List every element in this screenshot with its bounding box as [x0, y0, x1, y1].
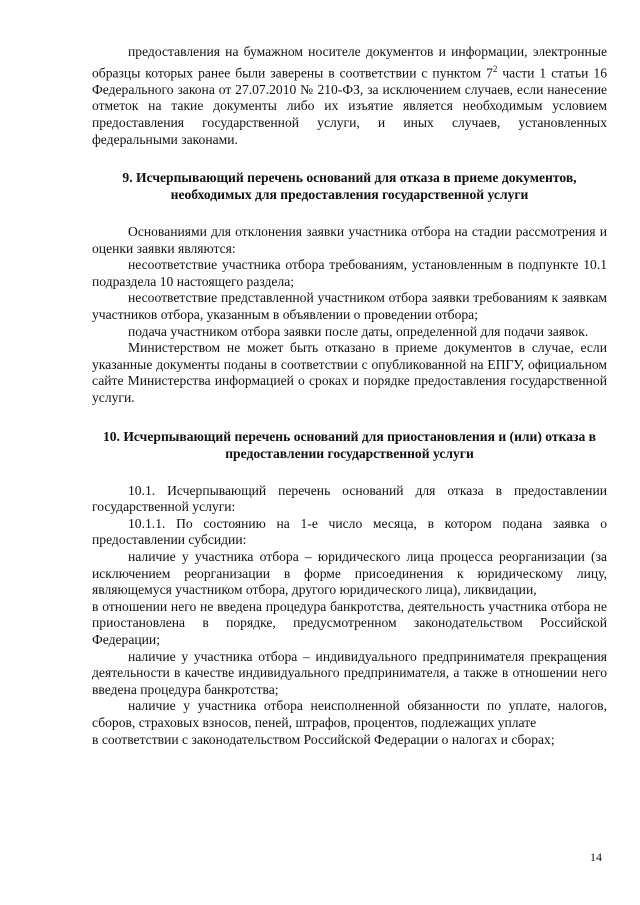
section-10-paragraph: в отношении него не введена процедура банкротства, деятельность участника отбора не приостановлена в порядке, предусмотренном законодательством Российской Федерации;: [92, 598, 607, 647]
section-9-paragraph: подача участником отбора заявки после даты, определенной для подачи заявок.: [128, 323, 589, 339]
intro-text-2: части 1 статьи 16 Федерального закона от 27.07.2010 № 210-ФЗ, за исключением случаев, если нанесение отметок на такие документы либо их изъятие является необходимым условием предоставления государственной услуги, и иных случаев, установленных федеральными законами.: [92, 65, 607, 147]
section-9-paragraph: Основаниями для отклонения заявки участника отбора на стадии рассмотрения и оценки заявки являются:: [92, 224, 607, 256]
section-10-paragraph: наличие у участника отбора – индивидуального предпринимателя прекращения деятельности в качестве индивидуального предпринимателя, а также в отношении него введена процедура банкротства;: [92, 648, 607, 697]
section-9-paragraph: несоответствие участника отбора требованиям, установленным в подпункте 10.1 подраздела 10 настоящего раздела;: [92, 257, 607, 289]
document-body: [92, 44, 607, 748]
section-9-paragraph: Министерством не может быть отказано в приеме документов в случае, если указанные документы поданы в соответствии с опубликованной на ЕПГУ, официальном сайте Министерства информацией о сроках и порядке предоставления государственной услуги.: [92, 340, 607, 406]
intro-point-number: 7: [486, 65, 493, 81]
section-10-paragraph: наличие у участника отбора – юридического лица процесса реорганизации (за исключением реорганизации в форме присоединения к юридическому лицу, являющемуся участником отбора, другого юридического лица), ликвидации,: [92, 549, 607, 598]
section-10-paragraph: 10.1.1. По состоянию на 1-е число месяца, в котором подана заявка о предоставлении субсидии:: [92, 515, 607, 548]
section-9-paragraph: несоответствие представленной участником отбора заявки требованиям к заявкам участников отбора, указанным в объявлении о проведении отбора;: [92, 290, 607, 323]
intro-superscript: 2: [492, 63, 498, 74]
section-10-heading: 10. Исчерпывающий перечень оснований для приостановления и (или) отказа в предоставлении государственной услуги: [102, 428, 597, 461]
page-number: 14: [590, 850, 602, 864]
section-10-paragraph: в соответствии с законодательством Российской Федерации о налогах и сборах;: [92, 731, 555, 747]
intro-text-1: предоставления на бумажном носителе документов и информации, электронные образцы которых ранее были заверены в соответствии с пунктом: [92, 44, 607, 81]
section-10-paragraph: наличие у участника отбора неисполненной обязанности по уплате, налогов, сборов, страховых взносов, пеней, штрафов, процентов, подлежащих уплате: [92, 698, 607, 730]
intro-paragraph: [92, 44, 607, 148]
section-10-paragraph: 10.1. Исчерпывающий перечень оснований для отказа в предоставлении государственной услуги:: [92, 482, 607, 515]
section-9-heading: 9. Исчерпывающий перечень оснований для отказа в приеме документов, необходимых для предоставления государственной услуги: [122, 170, 577, 203]
